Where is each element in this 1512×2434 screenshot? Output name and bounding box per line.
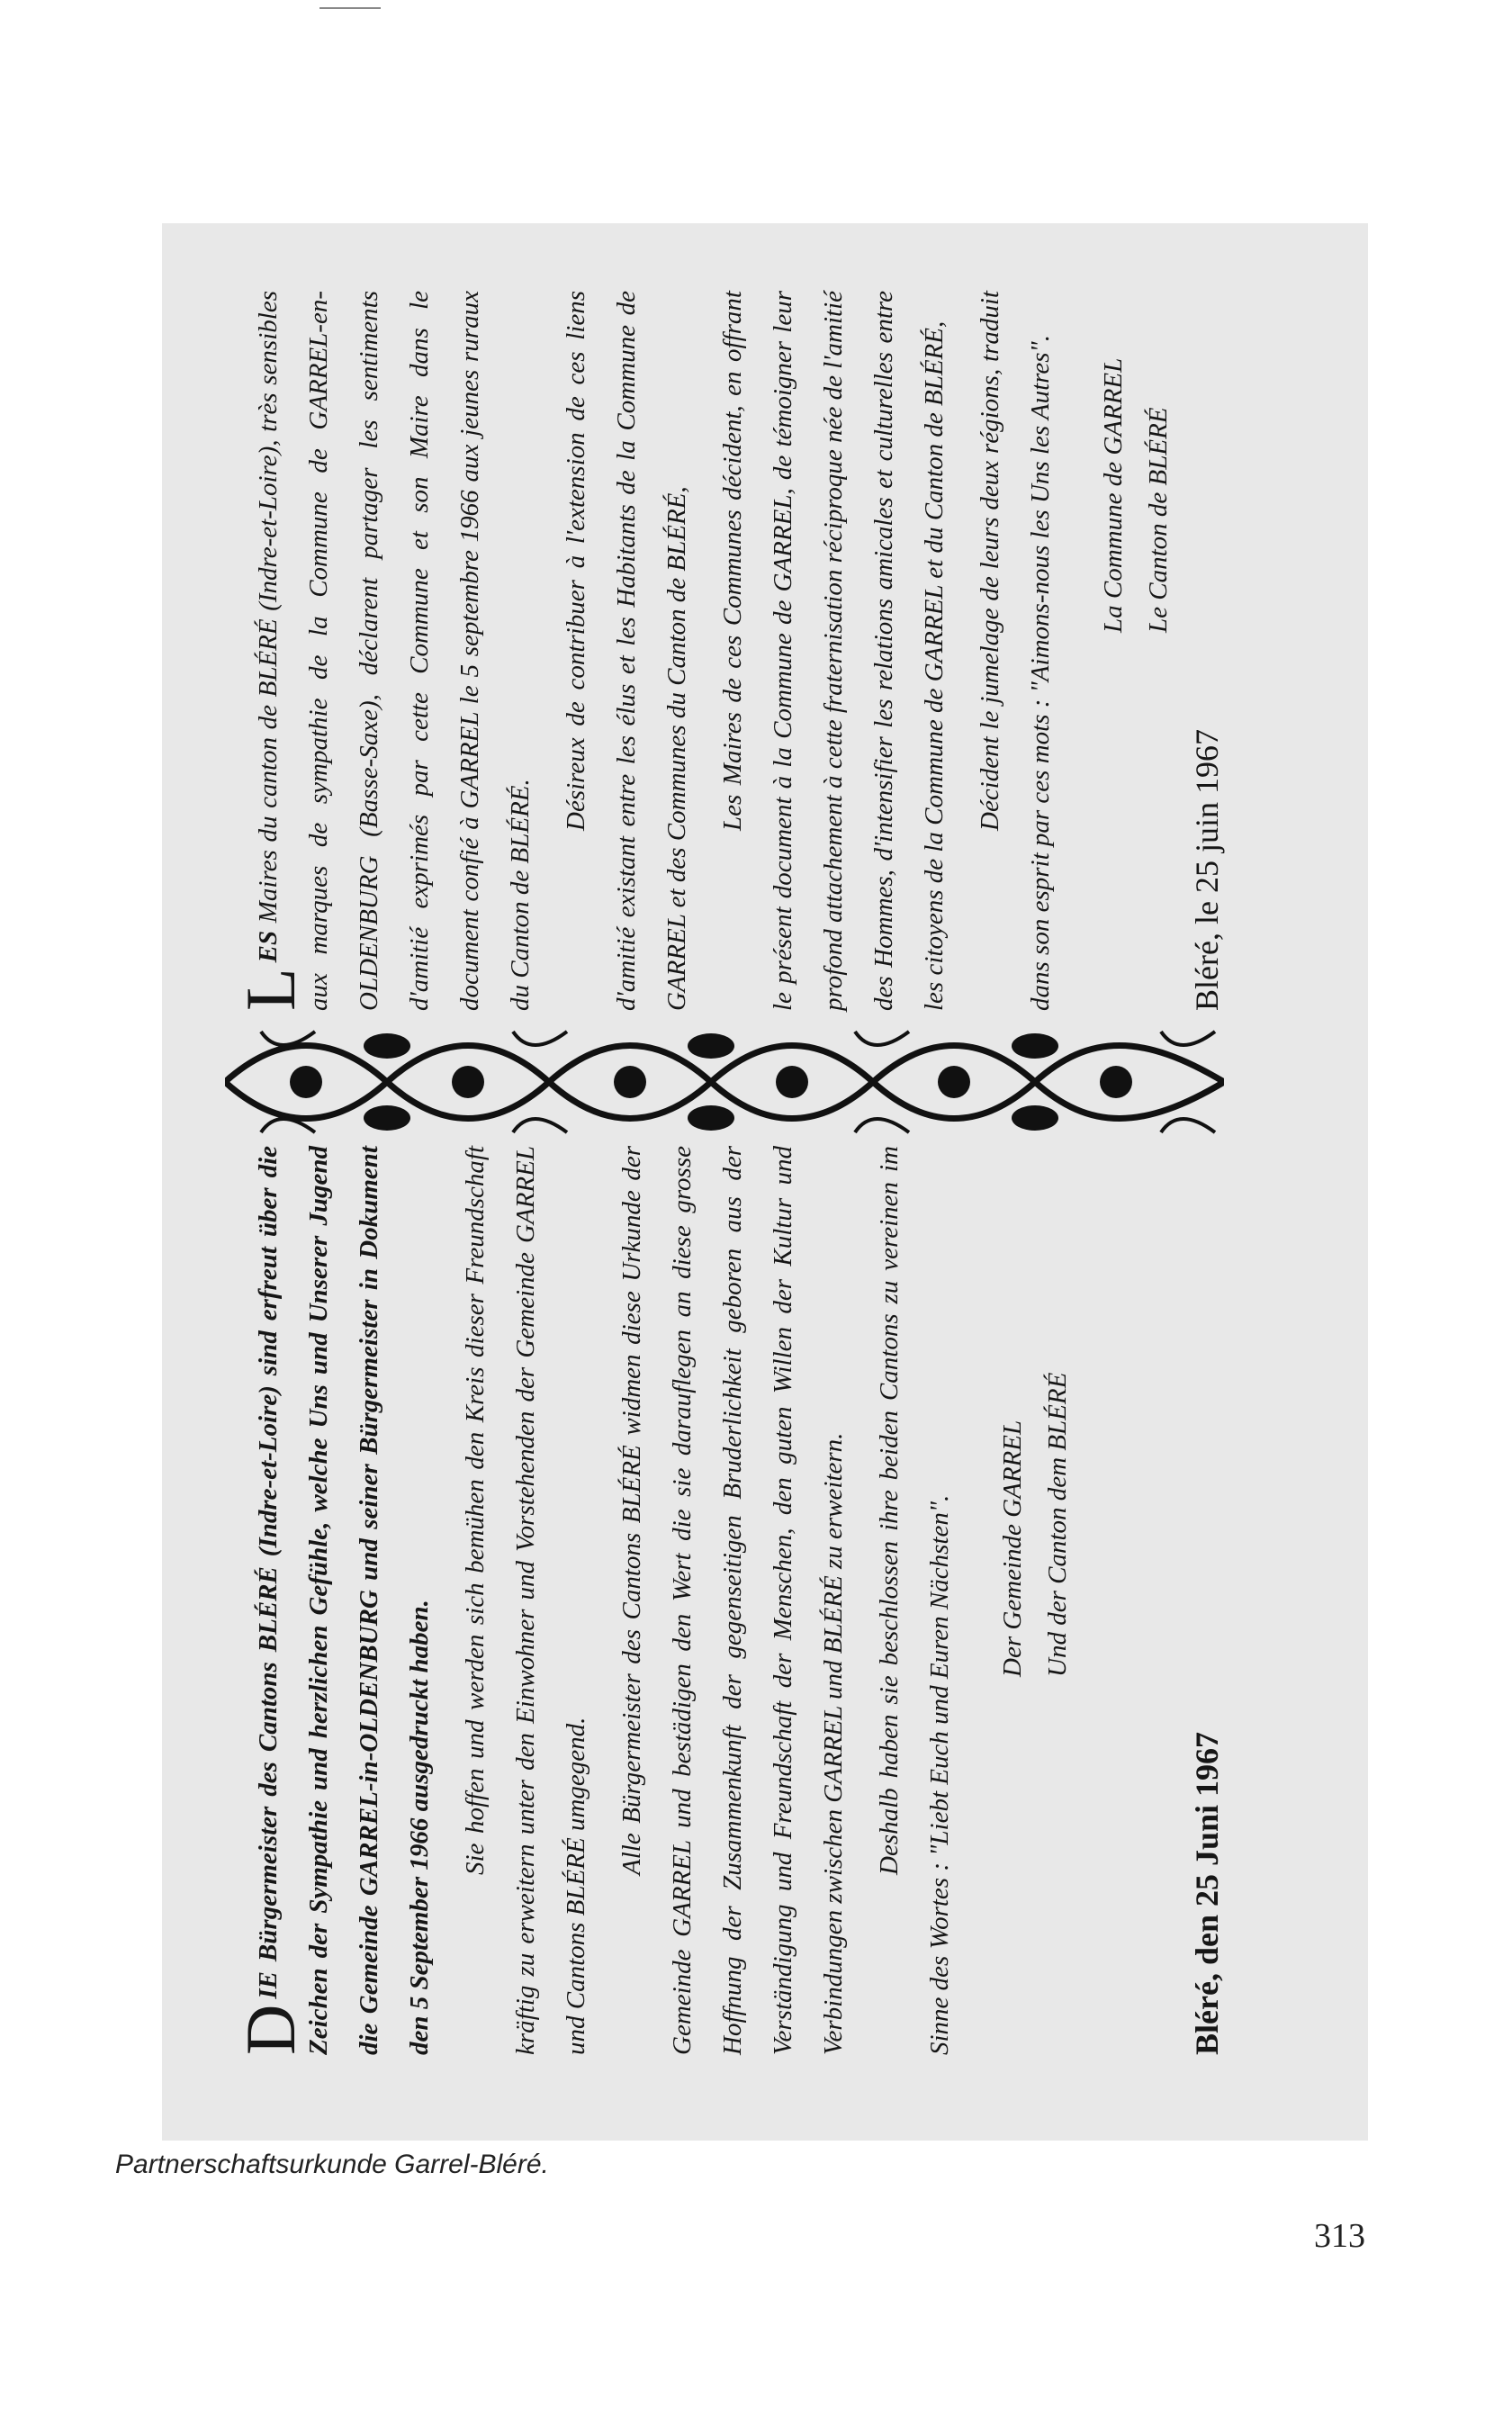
german-text-column [231, 1146, 1080, 2055]
french-p1-text: Maires du canton de BLÉRÉ (Indre-et-Loire), très sensibles aux marques de sympathie de la Commune de GARREL-en-OLDENBURG (Basse-Saxe), déclarent partager les sentiments d'amitié exprimés par cette Commune et son Maire dans le document confié à GARREL le 5 septembre 1966 aux jeunes ruraux du Canton de BLÉRÉ. [254, 291, 535, 1011]
page-number: 313 [1314, 2217, 1365, 2255]
top-rule [320, 7, 381, 9]
german-signature-line-2: Und der Canton dem BLÉRÉ [1043, 1372, 1072, 1677]
german-paragraph-3: Alle Bürgermeister des Cantons BLÉRÉ widmen diese Urkunde der Gemeinde GARREL und bestädigen den Wert die sie darauflegen an diese grosse Hoffnung der Zusammenkunft der gegenseitigen Bruderlichkeit geboren aus der Verständigung und Freundschaft der Menschen, den guten Willen der Kultur und Verbindungen zwischen GARREL und BLÉRÉ zu erweitern. [617, 1146, 848, 2055]
french-paragraph-4: Décident le jumelage de leurs deux régions, traduit dans son esprit par ces mots : "Aimons-nous les Uns les Autres". [976, 291, 1055, 1011]
french-paragraph-2: Désireux de contribuer à l'extension de ces liens d'amitié existant entre les élus et les Habitants de la Commune de GARREL et des Communes du Canton de BLÉRÉ, [562, 291, 691, 1011]
french-paragraph-3: Les Maires de ces Communes décident, en offrant le présent document à la Commune de GARREL, de témoigner leur profond attachement à cette fraternisation réciproque née de l'amitié des Hommes, d'intensifier les relations amicales et culturelles entre les citoyens de la Commune de GARREL et du Canton de BLÉRÉ, [718, 291, 949, 1011]
ornament-band [225, 1024, 1224, 1140]
german-date: Bléré, den 25 Juni 1967 [1189, 1731, 1225, 2055]
german-paragraph-2: Sie hoffen und werden sich bemühen den Kreis dieser Freundschaft kräftig zu erweitern unter den Einwohner und Vorstehenden der Gemeinde GARREL und Cantons BLÉRÉ umgegend. [461, 1146, 590, 2055]
french-date: Bléré, le 25 juin 1967 [1189, 729, 1225, 1011]
german-signature [990, 1146, 1080, 1677]
figure-caption: Partnerschaftsurkunde Garrel-Bléré. [115, 2150, 549, 2179]
french-signature-line-1: La Commune de GARREL [1099, 357, 1128, 633]
certificate-rotated [162, 223, 1368, 2141]
german-paragraph-1 [231, 1146, 445, 2055]
german-p1-text: Bürgermeister des Cantons BLÉRÉ (Indre-et-Loire) sind erfreut über die Zeichen der Sympathie und herzlichen Gefühle, welche Uns und Unserer Jugend die Gemeinde GARREL-in-OLDENBURG und seiner Bürgermeister in Dokument den 5 September 1966 ausgedruckt haben. [254, 1146, 434, 2055]
certificate-photo [162, 223, 1368, 2141]
german-p1-start: IE [254, 1971, 283, 1999]
french-signature [1091, 291, 1181, 633]
french-dropcap: L [231, 968, 310, 1011]
german-signature-line-1: Der Gemeinde GARREL [998, 1420, 1027, 1677]
french-signature-line-2: Le Canton de BLÉRÉ [1144, 407, 1173, 633]
french-p1-start: ES [254, 930, 283, 963]
french-paragraph-1 [231, 291, 545, 1011]
german-dropcap: D [231, 2004, 310, 2055]
french-text-column [231, 291, 1181, 1011]
german-paragraph-4: Deshalb haben sie beschlossen ihre beiden Cantons zu vereinen im Sinne des Wortes : "Liebt Euch und Euren Nächsten". [875, 1146, 954, 2055]
